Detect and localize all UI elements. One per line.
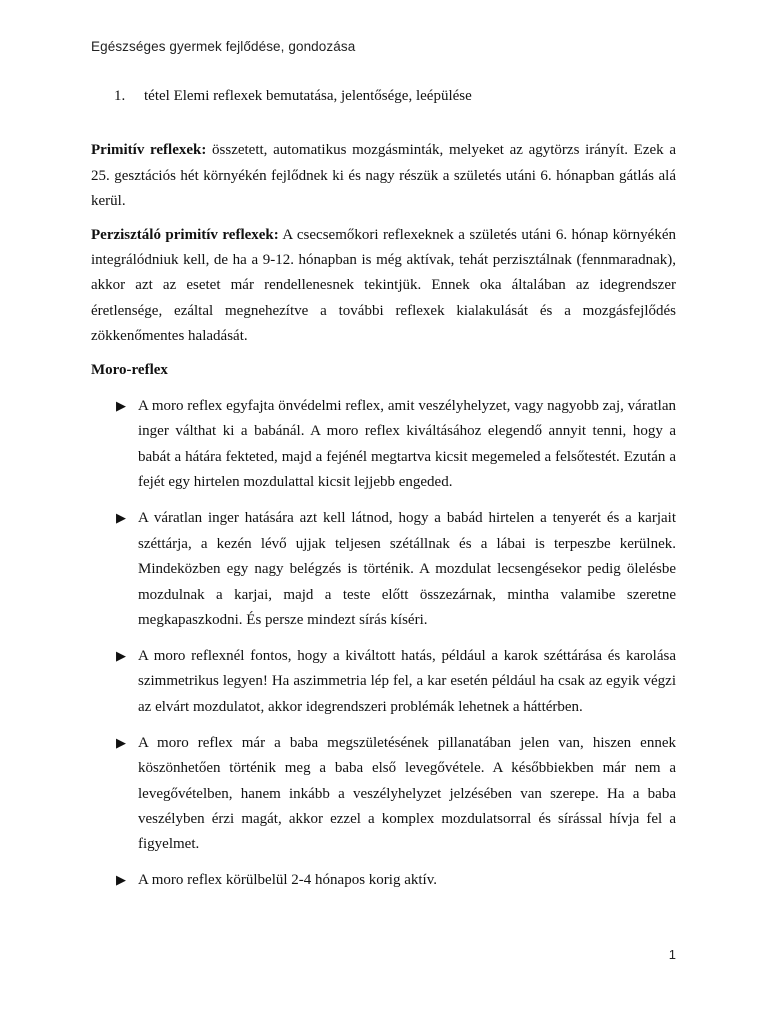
- definition-primitive-reflexes: összetett, automatikus mozgásminták, melyeket az agytörzs irányít. Ezek a 25. gesztációs hét környékén fejlődnek ki és nagy részük a születés utáni 6. hónapban gátlás alá kerül.: [91, 142, 676, 210]
- paragraph-primitive-reflexes: [91, 138, 676, 214]
- bullet-item: [91, 644, 676, 720]
- bullet-item: [91, 506, 676, 633]
- topic-title: tétel Elemi reflexek bemutatása, jelentősége, leépülése: [144, 88, 472, 104]
- bullet-text: A moro reflex egyfajta önvédelmi reflex, amit veszélyhelyzet, vagy nagyobb zaj, váratlan inger válthat ki a babánál. A moro reflex kiváltásához elegendő annyit tenni, hogy a babát a hátára fekteted, majd a fejénél megtartva kicsit megemeled a felsőtestét. Ezután a fejét egy hirtelen mozdulattal kicsit lejjebb engeded.: [138, 398, 676, 491]
- definition-persisting-reflexes: A csecsemőkori reflexeknek a születés utáni 6. hónap környékén integrálódniuk kell, de ha a 9-12. hónapban is még aktívak, tehát perzisztálnak (fennmaradnak), akkor azt az esetet már rendellenesnek tekintjük. Ennek oka általában az idegrendszer éretlensége, ezáltal megnehezítve a további reflexek kialakulását és a mozgásfejlődés zökkenőmentes haladását.: [91, 226, 676, 345]
- page-number: 1: [668, 947, 676, 962]
- bullet-item: [91, 394, 676, 496]
- bullet-text: A moro reflex már a baba megszületésének pillanatában jelen van, hiszen ennek köszönhetően történik meg a baba első levegővétele. A későbbiekben már nem a levegővételben, hanem inkább a veszélyhelyzet jelzésében van szerepe. Ha a baba veszélyben érzi magát, akkor ezzel a komplex mozdulatsorral és sírással hívja fel a figyelmet.: [138, 734, 676, 853]
- topic-number: 1.: [114, 88, 126, 104]
- bullet-arrow-icon: ▶: [116, 648, 126, 664]
- bullet-arrow-icon: ▶: [116, 735, 126, 751]
- term-primitive-reflexes: Primitív reflexek:: [91, 142, 207, 159]
- bullet-arrow-icon: ▶: [116, 399, 126, 415]
- bullet-arrow-icon: ▶: [116, 873, 126, 889]
- bullet-arrow-icon: ▶: [116, 511, 126, 527]
- topic-heading: [114, 84, 676, 109]
- bullet-item: [91, 731, 676, 858]
- page-header: Egészséges gyermek fejlődése, gondozása: [91, 39, 356, 54]
- term-persisting-reflexes: Perzisztáló primitív reflexek:: [91, 226, 279, 243]
- paragraph-persisting-reflexes: [91, 223, 676, 350]
- bullet-text: A moro reflexnél fontos, hogy a kiváltott hatás, például a karok széttárása és karolása szimmetrikus legyen! Ha aszimmetria lép fel, a kar esetén például ha csak az egyik végzi az elvárt mozdulatot, akkor idegrendszeri problémák lehetnek a háttérben.: [138, 647, 676, 715]
- section-title-moro-reflex: Moro-reflex: [91, 361, 168, 378]
- bullet-item: [91, 868, 676, 893]
- bullet-text: A váratlan inger hatására azt kell látnod, hogy a babád hirtelen a tenyerét és a karjait széttárja, a kezén lévő ujjak teljesen szétállnak és a lábai is terpeszbe kerülnek. Mindeközben egy nagy belégzés is történik. A mozdulat lecsengésekor pedig ölelésbe mozdulnak a karjai, majd a teste előtt összezárnak, mintha valamibe szeretne megkapaszkodni. És persze mindezt sírás kíséri.: [138, 510, 676, 628]
- moro-reflex-bullet-list: [91, 394, 676, 894]
- bullet-text: A moro reflex körülbelül 2-4 hónapos korig aktív.: [138, 872, 437, 889]
- document-body: [91, 84, 676, 904]
